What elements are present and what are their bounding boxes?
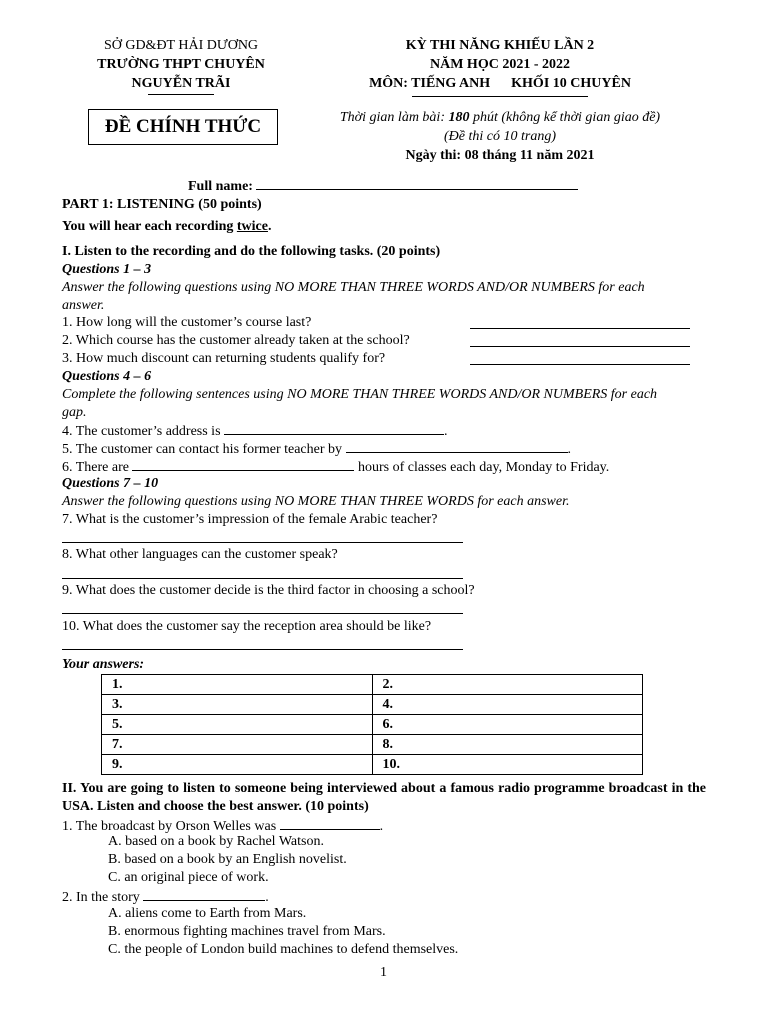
- question-10: 10. What does the customer say the reception area should be like?: [62, 619, 432, 634]
- q5-blank[interactable]: [346, 439, 568, 453]
- header-left: [68, 36, 294, 95]
- question-5: [62, 439, 712, 459]
- fullname-label: Full name:: [188, 179, 253, 194]
- option-2b[interactable]: B. enormous fighting machines travel from Mars.: [108, 924, 386, 939]
- official-exam-box: [88, 109, 278, 145]
- official-label: ĐỀ CHÍNH THỨC: [104, 116, 262, 137]
- time-value: 180: [448, 110, 470, 125]
- table-row: [102, 735, 643, 755]
- answer-cell[interactable]: 7.: [102, 735, 373, 755]
- option-2a[interactable]: A. aliens come to Earth from Mars.: [108, 906, 307, 921]
- s2q1-end: .: [379, 819, 384, 834]
- answer-cell[interactable]: 8.: [372, 735, 643, 755]
- answer-cell[interactable]: 1.: [102, 675, 373, 695]
- q4-text: 4. The customer’s address is: [62, 424, 225, 439]
- questions-7-10-heading: Questions 7 – 10: [62, 476, 159, 491]
- your-answers-label: Your answers:: [62, 657, 145, 672]
- answer-cell[interactable]: 5.: [102, 715, 373, 735]
- answer-cell[interactable]: 6.: [372, 715, 643, 735]
- questions-7-10-instruction: Answer the following questions using NO MORE THAN THREE WORDS for each answer.: [62, 494, 570, 509]
- fullname-field: [188, 176, 578, 196]
- answer-line-9[interactable]: [62, 613, 463, 614]
- s2q2-end: .: [265, 890, 269, 905]
- hear-suffix: .: [267, 219, 272, 234]
- section2-question-2: [62, 887, 712, 907]
- exam-title: KỲ THI NĂNG KHIẾU LẦN 2: [405, 38, 595, 53]
- option-1b[interactable]: B. based on a book by an English novelist.: [108, 852, 347, 867]
- page-count: (Đề thi có 10 trang): [444, 129, 556, 144]
- school-name-line2: NGUYỄN TRÃI: [131, 76, 231, 91]
- s2q1-blank[interactable]: [280, 816, 380, 830]
- option-1c[interactable]: C. an original piece of work.: [108, 870, 269, 885]
- table-row: [102, 755, 643, 775]
- questions-1-3-heading: Questions 1 – 3: [62, 262, 152, 277]
- answer-line-2[interactable]: [470, 346, 690, 347]
- part1-title: PART 1: LISTENING (50 points): [62, 197, 262, 212]
- option-2c[interactable]: C. the people of London build machines to defend themselves.: [108, 942, 459, 957]
- questions-4-6-heading: Questions 4 – 6: [62, 369, 152, 384]
- question-8: 8. What other languages can the customer speak?: [62, 547, 338, 562]
- question-9: 9. What does the customer decide is the third factor in choosing a school?: [62, 583, 475, 598]
- exam-date: Ngày thi: 08 tháng 11 năm 2021: [405, 148, 595, 163]
- q5-text: 5. The customer can contact his former teacher by: [62, 442, 346, 457]
- question-6: [62, 457, 712, 477]
- time-suffix: phút (không kể thời gian giao đề): [469, 110, 661, 125]
- question-1: 1. How long will the customer’s course last?: [62, 315, 312, 330]
- question-2: 2. Which course has the customer already taken at the school?: [62, 333, 410, 348]
- q5-end: .: [567, 442, 572, 457]
- divider: [412, 96, 588, 97]
- page-number: 1: [380, 965, 387, 980]
- table-row: [102, 695, 643, 715]
- s2q2-text: 2. In the story: [62, 890, 144, 905]
- section1-title: I. Listen to the recording and do the following tasks. (20 points): [62, 244, 441, 259]
- time-line: [320, 108, 680, 127]
- section2-title: II. You are going to listen to someone being interviewed about a famous radio programme broadcast in the USA. Listen and choose the best answer. (10 points): [62, 781, 706, 814]
- answer-line-3[interactable]: [470, 364, 690, 365]
- header-right: [340, 36, 660, 97]
- answer-cell[interactable]: 9.: [102, 755, 373, 775]
- option-1a[interactable]: A. based on a book by Rachel Watson.: [108, 834, 324, 849]
- questions-1-3-instruction-cont: answer.: [62, 298, 105, 313]
- q4-end: .: [444, 424, 448, 439]
- fullname-blank[interactable]: [256, 176, 578, 190]
- question-4: [62, 421, 712, 441]
- q4-blank[interactable]: [224, 421, 444, 435]
- answer-line-8[interactable]: [62, 578, 463, 579]
- answer-cell[interactable]: 3.: [102, 695, 373, 715]
- answer-line-1[interactable]: [470, 328, 690, 329]
- s2q2-blank[interactable]: [143, 887, 265, 901]
- question-7: 7. What is the customer’s impression of the female Arabic teacher?: [62, 512, 438, 527]
- answer-line-10[interactable]: [62, 649, 463, 650]
- q6-end: hours of classes each day, Monday to Friday.: [354, 460, 610, 475]
- answer-cell[interactable]: 2.: [372, 675, 643, 695]
- table-row: [102, 715, 643, 735]
- subject: MÔN: TIẾNG ANH KHỐI 10 CHUYÊN: [369, 76, 631, 91]
- q6-text: 6. There are: [62, 460, 133, 475]
- answer-line-7[interactable]: [62, 542, 463, 543]
- answer-cell[interactable]: 10.: [372, 755, 643, 775]
- s2q1-text: 1. The broadcast by Orson Welles was: [62, 819, 280, 834]
- questions-4-6-instruction-cont: gap.: [62, 405, 87, 420]
- hear-word: twice: [236, 219, 268, 234]
- questions-4-6-instruction: Complete the following sentences using NO MORE THAN THREE WORDS AND/OR NUMBERS for each: [62, 387, 658, 402]
- question-3: 3. How much discount can returning students qualify for?: [62, 351, 386, 366]
- hear-prefix: You will hear each recording: [62, 219, 237, 234]
- questions-1-3-instruction: Answer the following questions using NO MORE THAN THREE WORDS AND/OR NUMBERS for each: [62, 280, 645, 295]
- answer-cell[interactable]: 4.: [372, 695, 643, 715]
- time-prefix: Thời gian làm bài:: [339, 110, 449, 125]
- time-info: [320, 108, 680, 165]
- q6-blank[interactable]: [132, 457, 354, 471]
- answer-table: [101, 674, 643, 775]
- table-row: [102, 675, 643, 695]
- department-name: SỞ GD&ĐT HẢI DƯƠNG: [103, 38, 259, 53]
- school-year: NĂM HỌC 2021 - 2022: [430, 57, 570, 72]
- hear-twice-note: [62, 218, 712, 236]
- school-name-line1: TRƯỜNG THPT CHUYÊN: [97, 57, 265, 72]
- divider: [148, 94, 214, 95]
